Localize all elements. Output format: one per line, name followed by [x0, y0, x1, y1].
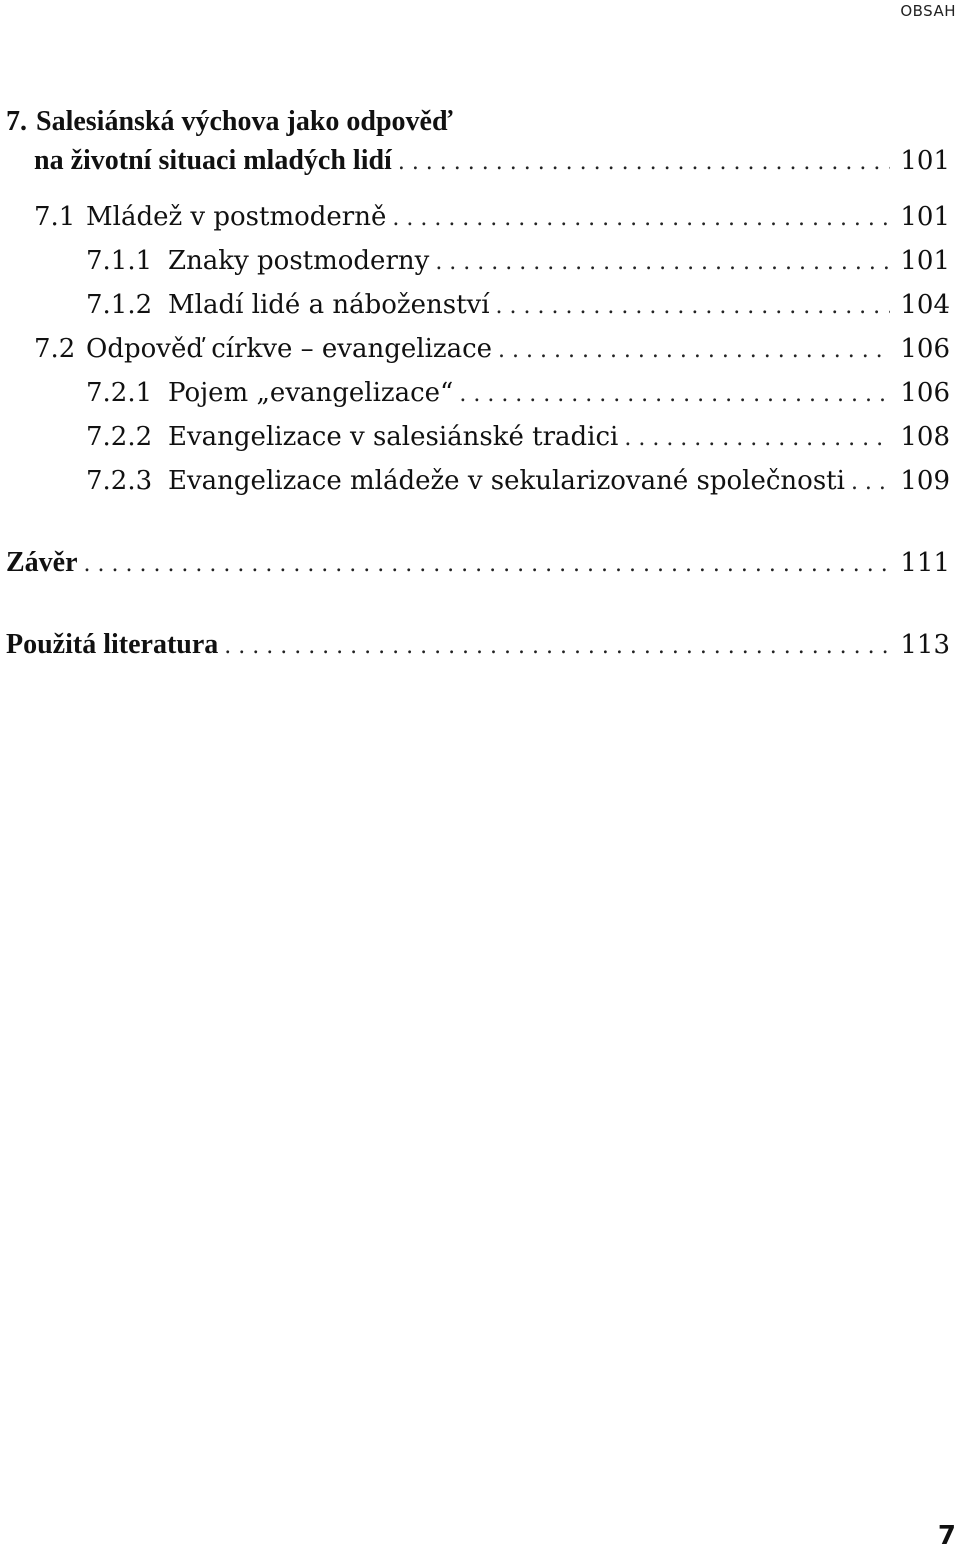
leader-dots: [498, 330, 890, 372]
entry-page: 104: [900, 290, 950, 320]
entry-title: Znaky postmoderny: [168, 246, 430, 276]
entry-page: 101: [900, 202, 950, 232]
leader-dots: [851, 462, 890, 504]
toc-entry-7-2-3[interactable]: [6, 460, 950, 504]
toc-entry-7-2-2[interactable]: [6, 416, 950, 460]
leader-dots: [84, 544, 891, 586]
leader-dots: [224, 626, 890, 668]
toc-entry-conclusion[interactable]: [6, 542, 950, 586]
entry-page: 108: [900, 422, 950, 452]
entry-title: Pojem „evangelizace“: [168, 378, 454, 408]
entry-title: Závěr: [6, 547, 78, 578]
entry-page: 111: [900, 548, 950, 578]
entry-title: Použitá literatura: [6, 629, 219, 660]
spacer: [6, 184, 950, 196]
toc-entry-7-2-1[interactable]: [6, 372, 950, 416]
entry-title: Evangelizace mládeže v sekularizované společnosti: [168, 466, 845, 496]
leader-dots: [392, 198, 890, 240]
spacer: [6, 586, 950, 624]
page-number: 7: [937, 1521, 956, 1551]
toc-entry-7-1-1[interactable]: [6, 240, 950, 284]
toc-entry-7-1[interactable]: [6, 196, 950, 240]
chapter-heading-line2[interactable]: [6, 140, 950, 184]
leader-dots: [435, 242, 890, 284]
spacer: [6, 504, 950, 542]
entry-number: 7.2.3: [86, 466, 153, 496]
entry-page: 106: [900, 378, 950, 408]
entry-title: Evangelizace v salesiánské tradici: [168, 422, 619, 452]
entry-number: 7.2.2: [86, 422, 153, 452]
entry-number: 7.2.1: [86, 378, 153, 408]
toc-entry-bibliography[interactable]: [6, 624, 950, 668]
entry-number: 7.2: [34, 334, 76, 364]
entry-title: Mladí lidé a náboženství: [168, 290, 490, 320]
entry-number: 7.1.1: [86, 246, 153, 276]
chapter-heading[interactable]: [6, 104, 950, 140]
leader-dots: [624, 418, 890, 460]
chapter-page: 101: [900, 146, 950, 176]
table-of-contents: [6, 104, 950, 668]
chapter-title-line2: na životní situaci mladých lidí: [34, 145, 392, 176]
toc-entry-7-2[interactable]: [6, 328, 950, 372]
leader-dots: [496, 286, 891, 328]
toc-entry-7-1-2[interactable]: [6, 284, 950, 328]
entry-title: Odpověď církve – evangelizace: [86, 334, 493, 364]
entry-page: 109: [900, 466, 950, 496]
entry-title: Mládež v postmoderně: [86, 202, 387, 232]
leader-dots: [459, 374, 890, 416]
entry-number: 7.1: [34, 202, 76, 232]
leader-dots: [398, 142, 891, 184]
entry-number: 7.1.2: [86, 290, 153, 320]
chapter-title-line1: Salesiánská výchova jako odpověď: [36, 106, 453, 137]
chapter-number: 7.: [6, 106, 27, 137]
entry-page: 101: [900, 246, 950, 276]
entry-page: 113: [900, 630, 950, 660]
entry-page: 106: [900, 334, 950, 364]
running-head: OBSAH: [900, 2, 956, 20]
